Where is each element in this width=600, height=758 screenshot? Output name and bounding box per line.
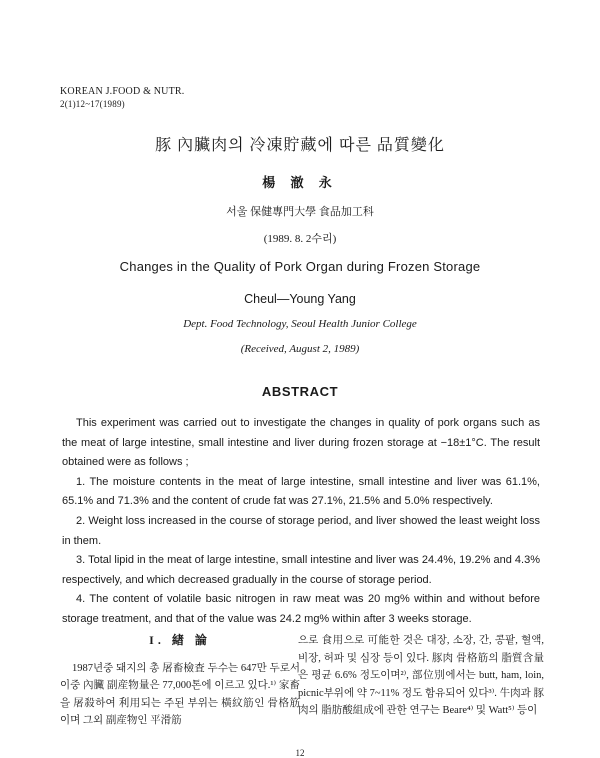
- author-korean: 楊 澈 永: [262, 175, 338, 190]
- journal-issue: 2(1)12~17(1989): [60, 99, 125, 109]
- abstract-heading: ABSTRACT: [261, 384, 339, 399]
- abstract-item: 1. The moisture contents in the meat of large intestine, small intestine and liver was 61.1%, 65.1% and 71.3% and the content of crude fat was 27.1%, 21.5% and 5.0% respectively.: [62, 475, 540, 508]
- abstract-item: 2. Weight loss increased in the course of storage period, and liver showed the least weight loss in them.: [62, 514, 540, 547]
- body-paragraph: 으로 食用으로 可能한 것은 대장, 소장, 간, 콩팥, 혈액, 비장, 허파 및 심장 등이 있다. 豚肉 骨格筋의 脂質含量은 평균 6.6% 정도이며²⁾, 部位別에서는 butt, ham, loin, picnic부위에 약 7~11% 정도 함유되어 있다³⁾. 牛肉과 豚肉의 脂肪酸組成에 관한 연구는 Beare⁴⁾ 및 Watt⁵⁾ 등이: [298, 635, 544, 716]
- title-korean: 豚 內臟肉의 冷凍貯藏에 따른 品質變化: [155, 137, 445, 154]
- body-column-right: [298, 632, 544, 720]
- author-english: Cheul—Young Yang: [244, 292, 356, 306]
- abstract-body: [62, 414, 540, 630]
- abstract-intro: This experiment was carried out to investigate the changes in quality of pork organs such as the meat of large intestine, small intestine and liver during frozen storage at −18±1°C. The result obtained were as follows ;: [62, 417, 540, 469]
- body-column-left: [60, 632, 300, 730]
- body-paragraph: 1987년중 돼지의 총 屠畜檢査 두수는 647만 두로서 이중 內臟 副産物量은 77,000톤에 이르고 있다.¹⁾ 家畜을 屠殺하여 利用되는 주된 부위는 橫紋筋인 骨格筋이며 그외 副産物인 平滑筋: [60, 662, 300, 726]
- abstract-item: 4. The content of volatile basic nitrogen in raw meat was 20 mg% within and without before storage treatment, and that of the value was 24.2 mg% within after 3 weeks storage.: [62, 593, 540, 625]
- received-date-english: (Received, August 2, 1989): [240, 343, 360, 355]
- affiliation-korean: 서울 保健專門大學 食品加工科: [226, 206, 374, 218]
- journal-header: [60, 86, 184, 110]
- abstract-item: 3. Total lipid in the meat of large intestine, small intestine and liver was 24.4%, 19.2% and 4.3% respectively, and which decreased gradually in the course of storage period.: [62, 554, 540, 586]
- affiliation-english: Dept. Food Technology, Seoul Health Junior College: [183, 318, 417, 330]
- title-english: Changes in the Quality of Pork Organ during Frozen Storage: [119, 259, 481, 274]
- page-number: 12: [295, 748, 305, 758]
- received-date-korean: (1989. 8. 2수리): [263, 233, 337, 245]
- section-heading: I. 緖 論: [149, 633, 211, 647]
- journal-name: KOREAN J.FOOD & NUTR.: [60, 86, 185, 97]
